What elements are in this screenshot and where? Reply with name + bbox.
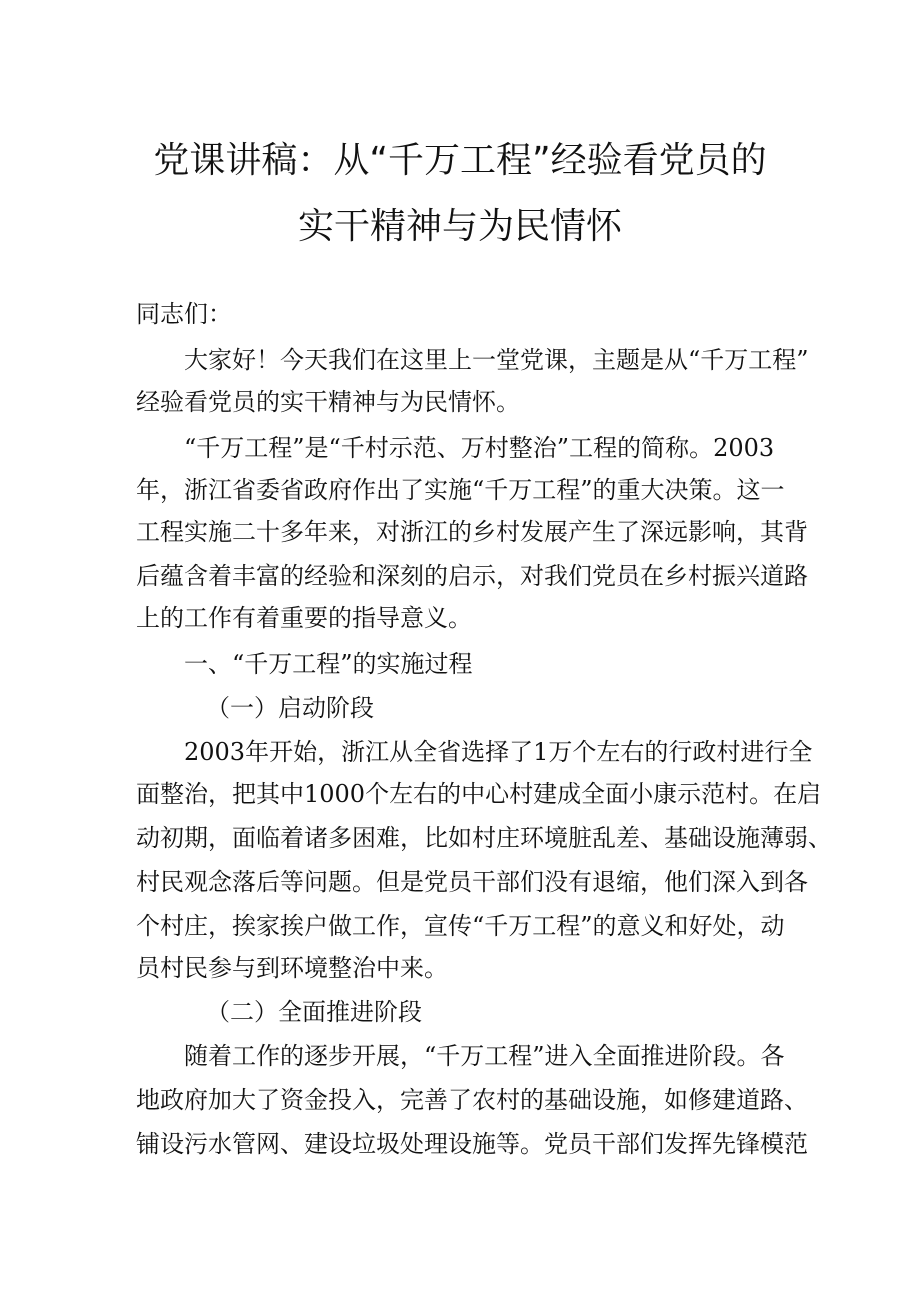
text-line: 工程实施二十多年来，对浙江的乡村发展产生了深远影响，其背	[136, 518, 808, 546]
text-line: 2003年开始，浙江从全省选择了1万个左右的行政村进行全	[184, 738, 813, 766]
text-line: 大家好！今天我们在这里上一堂党课，主题是从“千万工程”	[184, 346, 809, 374]
text-line: 员村民参与到环境整治中来。	[136, 954, 448, 982]
text-line: 年，浙江省委省政府作出了实施“千万工程”的重大决策。这一	[136, 476, 785, 504]
text-line: 面整治，把其中1000个左右的中心村建成全面小康示范村。在启	[136, 780, 822, 808]
text-line: 后蕴含着丰富的经验和深刻的启示，对我们党员在乡村振兴道路	[136, 562, 808, 590]
page-title-line-2: 实干精神与为民情怀	[297, 206, 622, 247]
text-line: “千万工程”是“千村示范、万村整治”工程的简称。2003	[184, 434, 775, 462]
text-line: 村民观念落后等问题。但是党员干部们没有退缩，他们深入到各	[136, 868, 808, 896]
page-title-line-1: 党课讲稿：从“千万工程”经验看党员的	[153, 140, 767, 181]
text-line: 随着工作的逐步开展，“千万工程”进入全面推进阶段。各	[184, 1042, 785, 1070]
greeting: 同志们：	[136, 300, 232, 328]
text-line: 个村庄，挨家挨户做工作，宣传“千万工程”的意义和好处，动	[136, 912, 785, 940]
text-line: 动初期，面临着诸多困难，比如村庄环境脏乱差、基础设施薄弱、	[136, 824, 832, 852]
text-line: 经验看党员的实干精神与为民情怀。	[136, 388, 520, 416]
text-line: 上的工作有着重要的指导意义。	[136, 604, 472, 632]
subsection-heading: （一）启动阶段	[206, 694, 374, 722]
text-line: 地政府加大了资金投入，完善了农村的基础设施，如修建道路、	[136, 1086, 808, 1114]
section-heading: 一、“千万工程”的实施过程	[184, 650, 473, 678]
subsection-heading: （二）全面推进阶段	[206, 998, 422, 1026]
text-line: 铺设污水管网、建设垃圾处理设施等。党员干部们发挥先锋模范	[136, 1130, 808, 1158]
